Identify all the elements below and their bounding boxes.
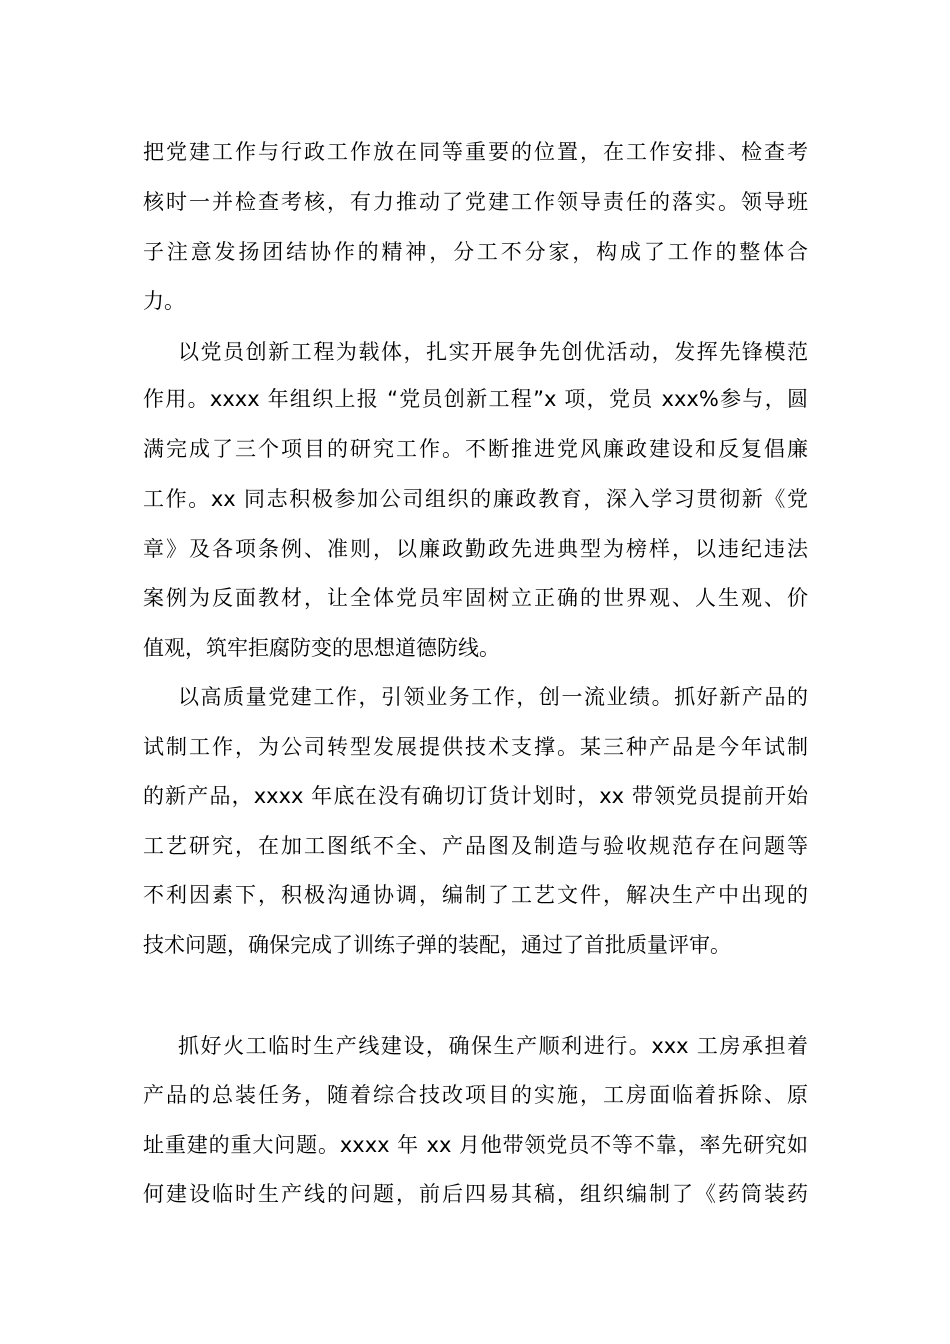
- paragraph-line: 抓好火工临时生产线建设，确保生产顺利进行。xxx 工房承担着: [178, 1034, 808, 1058]
- document-page: [143, 0, 808, 1344]
- paragraph-line: 何建设临时生产线的问题，前后四易其稿，组织编制了《药筒装药: [143, 1182, 808, 1206]
- paragraph-line: 试制工作，为公司转型发展提供技术支撑。某三种产品是今年试制: [143, 735, 808, 759]
- paragraph-line: 技术问题，确保完成了训练子弹的装配，通过了首批质量评审。: [143, 933, 731, 957]
- paragraph-line: 以高质量党建工作，引领业务工作，创一流业绩。抓好新产品的: [178, 685, 808, 709]
- paragraph-line: 的新产品，xxxx 年底在没有确切订货计划时，xx 带领党员提前开始: [143, 784, 808, 808]
- paragraph-line: 把党建工作与行政工作放在同等重要的位置，在工作安排、检查考: [143, 140, 808, 164]
- paragraph-line: 满完成了三个项目的研究工作。不断推进党风廉政建设和反复倡廉: [143, 437, 808, 461]
- paragraph-line: 产品的总装任务，随着综合技改项目的实施，工房面临着拆除、原: [143, 1083, 808, 1107]
- paragraph-line: 不利因素下，积极沟通协调，编制了工艺文件，解决生产中出现的: [143, 883, 808, 907]
- paragraph-line: 核时一并检查考核，有力推动了党建工作领导责任的落实。领导班: [143, 190, 808, 214]
- paragraph-line: 工作。xx 同志积极参加公司组织的廉政教育，深入学习贯彻新《党: [143, 487, 808, 511]
- paragraph-line: 以党员创新工程为载体，扎实开展争先创优活动，发挥先锋模范: [178, 340, 808, 364]
- paragraph-line: 力。: [143, 289, 185, 313]
- paragraph-line: 案例为反面教材，让全体党员牢固树立正确的世界观、人生观、价: [143, 586, 808, 610]
- paragraph-line: 章》及各项条例、准则，以廉政勤政先进典型为榜样，以违纪违法: [143, 537, 808, 561]
- paragraph-line: 作用。xxxx 年组织上报 “党员创新工程”x 项，党员 xxx%参与，圆: [143, 387, 808, 411]
- paragraph-line: 址重建的重大问题。xxxx 年 xx 月他带领党员不等不靠，率先研究如: [143, 1133, 808, 1157]
- paragraph-line: 子注意发扬团结协作的精神，分工不分家，构成了工作的整体合: [143, 240, 808, 264]
- paragraph-line: 值观，筑牢拒腐防变的思想道德防线。: [143, 636, 500, 660]
- paragraph-line: 工艺研究，在加工图纸不全、产品图及制造与验收规范存在问题等: [143, 834, 808, 858]
